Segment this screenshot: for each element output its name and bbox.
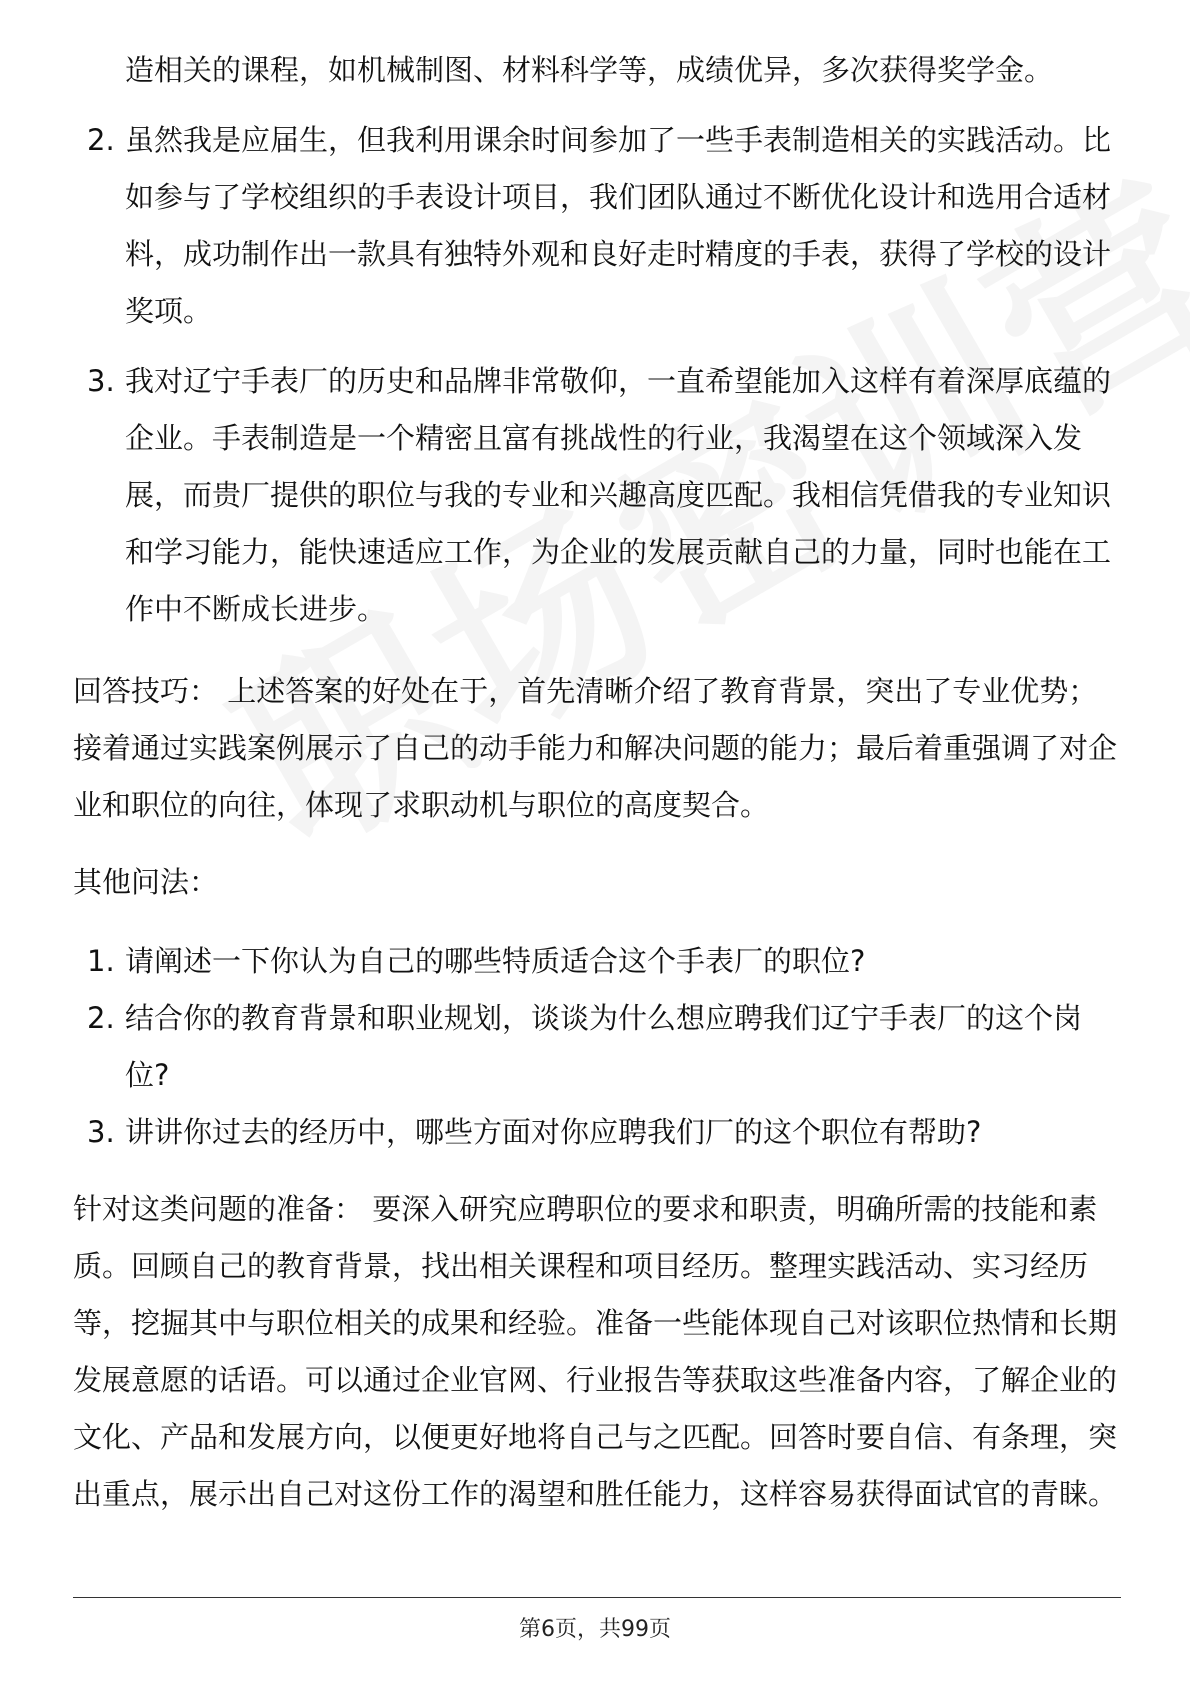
other-questions-heading: 其他问法： bbox=[73, 865, 219, 899]
preparation-paragraph: 针对这类问题的准备： 要深入研究应聘职位的要求和职责，明确所需的技能和素质。回顾自己的教育背景，找出相关课程和项目经历。整理实践活动、实习经历等，挖掘其中与职位相关的成果和经验。准备一些能体现自己对该职位热情和长期发展意愿的话语。可以通过企业官网、行业报告等获取这些准备内容，了解企业的文化、产品和发展方向，以便更好地将自己与之匹配。回答时要自信、有条理，突出重点，展示出自己对这份工作的渴望和胜任能力，这样容易获得面试官的青睐。 bbox=[73, 1192, 1118, 1511]
page-number: 第6页，共99页 bbox=[519, 1617, 671, 1642]
answer-tips-paragraph: 回答技巧： 上述答案的好处在于，首先清晰介绍了教育背景，突出了专业优势；接着通过实践案例展示了自己的动手能力和解决问题的能力；最后着重强调了对企业和职位的向往，体现了求职动机与职位的高度契合。 bbox=[73, 674, 1118, 822]
continued-list-text: 造相关的课程，如机械制图、材料科学等，成绩优异，多次获得奖学金。 bbox=[125, 53, 1054, 87]
answer-list bbox=[73, 112, 1121, 638]
list-number: 3. bbox=[87, 1115, 115, 1149]
list-number: 2. bbox=[87, 1001, 115, 1035]
list-item-text: 我对辽宁手表厂的历史和品牌非常敬仰，一直希望能加入这样有着深厚底蕴的企业。手表制造是一个精密且富有挑战性的行业，我渴望在这个领域深入发展，而贵厂提供的职位与我的专业和兴趣高度匹配。我相信凭借我的专业知识和学习能力，能快速适应工作，为企业的发展贡献自己的力量，同时也能在工作中不断成长进步。 bbox=[125, 364, 1112, 626]
list-item bbox=[73, 112, 1121, 340]
list-number: 3. bbox=[87, 364, 115, 398]
list-item-text: 请阐述一下你认为自己的哪些特质适合这个手表厂的职位? bbox=[125, 944, 866, 978]
list-item bbox=[73, 990, 1121, 1104]
list-item bbox=[73, 933, 1121, 990]
list-item bbox=[73, 353, 1121, 638]
page-content bbox=[73, 42, 1121, 1523]
footer-divider bbox=[73, 1597, 1121, 1598]
list-item bbox=[73, 1104, 1121, 1161]
other-questions-list bbox=[73, 933, 1121, 1161]
list-number: 1. bbox=[87, 944, 115, 978]
list-number: 2. bbox=[87, 123, 115, 157]
list-item-text: 结合你的教育背景和职业规划，谈谈为什么想应聘我们辽宁手表厂的这个岗位? bbox=[125, 1001, 1083, 1092]
list-item-text: 讲讲你过去的经历中，哪些方面对你应聘我们厂的这个职位有帮助? bbox=[125, 1115, 982, 1149]
list-item-text: 虽然我是应届生，但我利用课余时间参加了一些手表制造相关的实践活动。比如参与了学校组织的手表设计项目，我们团队通过不断优化设计和选用合适材料，成功制作出一款具有独特外观和良好走时精度的手表，获得了学校的设计奖项。 bbox=[125, 123, 1112, 328]
